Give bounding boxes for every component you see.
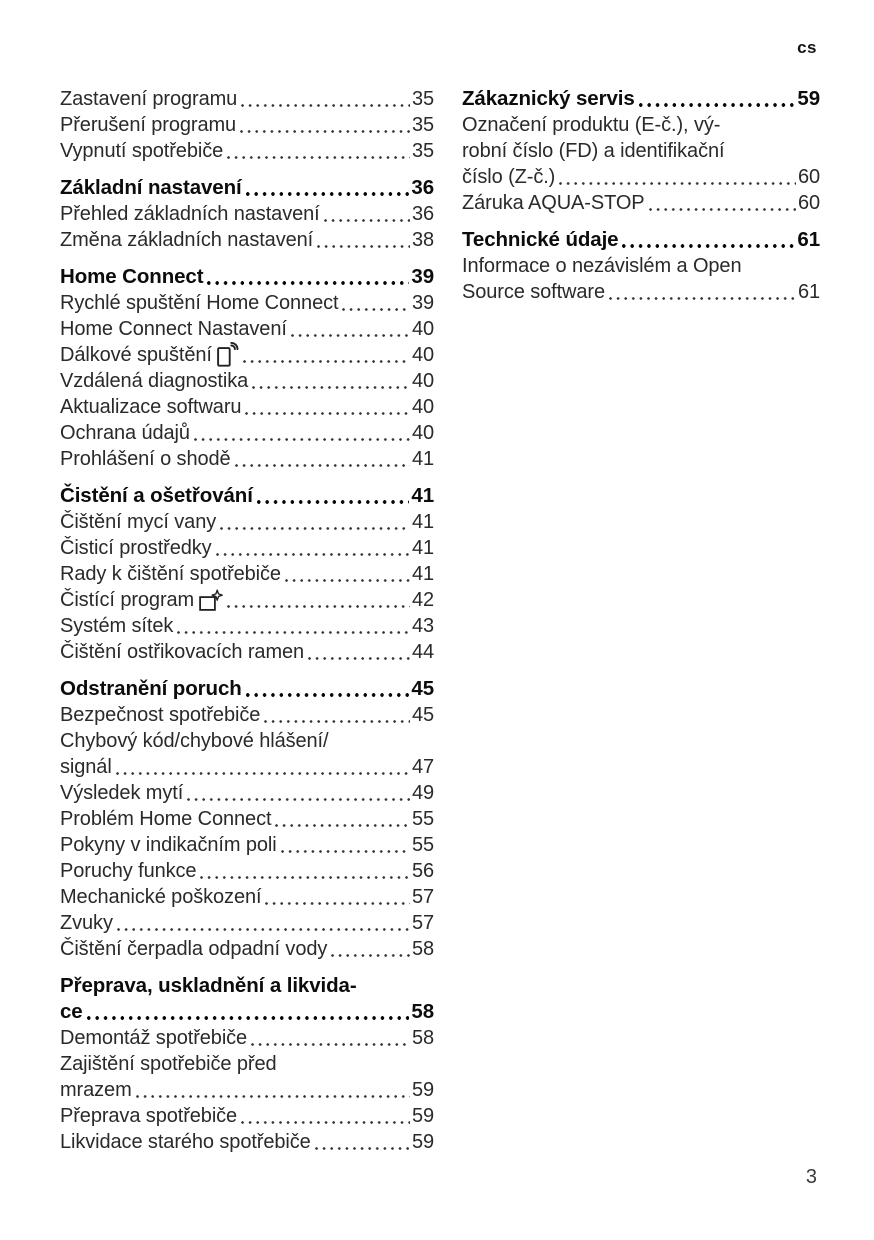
toc-page-ref: 41 [411,484,434,507]
dot-leader [187,798,410,801]
toc-entry [60,1103,434,1129]
toc-entry-line [60,780,434,806]
toc-page-ref: 60 [797,166,820,188]
toc-heading-line [60,676,434,702]
page-number: 3 [805,1166,817,1188]
toc-entry [60,858,434,884]
toc-page-ref: 35 [411,88,434,110]
toc-entry [60,780,434,806]
toc-page-ref: 40 [411,370,434,392]
toc-entry [60,535,434,561]
toc-section [60,676,434,962]
table-of-contents [60,86,820,1155]
toc-entry-line [60,535,434,561]
toc-entry-line [462,279,820,305]
dot-leader [207,281,409,285]
toc-page-ref: 40 [411,396,434,418]
toc-entry-label: číslo (Z-č.) [462,166,556,188]
toc-heading [60,175,434,201]
dot-leader [246,693,410,697]
toc-entry [60,368,434,394]
toc-entry-line [60,587,434,613]
toc-page-ref: 61 [797,281,820,303]
dot-leader [281,850,410,853]
toc-entry [60,316,434,342]
toc-entry-label: Source software [462,281,606,303]
toc-entry-label: Systém sítek [60,615,174,637]
toc-entry-label: robní číslo (FD) a identifikační [462,140,725,162]
dot-leader [252,386,410,389]
toc-entry [60,832,434,858]
toc-entry-label: Dálkové spuštění [60,344,212,366]
toc-entry-line [60,884,434,910]
toc-entry-line [60,910,434,936]
toc-entry-label: Pokyny v indikačním poli [60,834,277,856]
toc-entry-label: Problém Home Connect [60,808,272,830]
dot-leader [257,500,410,504]
toc-page-ref: 59 [411,1105,434,1127]
toc-page-ref: 38 [411,229,434,251]
dot-leader [317,245,410,248]
toc-entry-label: Vzdálená diagnostika [60,370,249,392]
toc-entry-label: Chybový kód/chybové hlášení/ [60,730,329,752]
toc-entry-label: Demontáž spotřebiče [60,1027,248,1049]
toc-heading-label: Home Connect [60,265,204,288]
dot-leader [194,438,410,441]
toc-entry-line [60,201,434,227]
dot-leader [177,631,410,634]
dot-leader [136,1095,410,1098]
toc-entry-line [60,446,434,472]
toc-entry-label: Čisticí prostředky [60,537,212,559]
toc-page-ref: 41 [411,448,434,470]
toc-entry-label: Likvidace starého spotřebiče [60,1131,311,1153]
dot-leader [87,1016,410,1020]
toc-entry-label: Přerušení programu [60,114,237,136]
toc-heading-label: Zákaznický servis [462,87,635,110]
toc-entry-label: Informace o nezávislém a Open [462,255,742,277]
toc-heading-label: Čistění a ošetřování [60,484,253,507]
toc-entry [60,1129,434,1155]
dot-leader [235,464,410,467]
toc-heading-line [60,175,434,201]
toc-column-left [60,86,434,1155]
toc-entry-line [60,227,434,253]
toc-entry-line [60,858,434,884]
toc-entry [60,561,434,587]
toc-entry [60,420,434,446]
toc-page-ref: 43 [411,615,434,637]
dot-leader [265,902,410,905]
toc-entry-line [60,702,434,728]
dot-leader [315,1147,410,1150]
toc-entry-line [60,342,434,368]
toc-entry-line [60,1103,434,1129]
toc-entry-line [60,1051,434,1077]
toc-page-ref: 59 [411,1079,434,1101]
toc-entry-line [462,112,820,138]
toc-entry-line [60,832,434,858]
toc-entry-line [60,1025,434,1051]
dot-leader [291,334,410,337]
toc-entry-label: Zvuky [60,912,113,934]
toc-entry-label: Čistící program [60,589,195,611]
toc-entry-line [60,86,434,112]
toc-section [60,264,434,472]
dot-leader [622,244,795,248]
dot-leader [559,182,796,185]
toc-entry-label: Výsledek mytí [60,782,184,804]
toc-entry-label: Aktualizace softwaru [60,396,242,418]
toc-page-ref: 58 [411,938,434,960]
toc-entry [462,112,820,190]
toc-page-ref: 59 [797,87,820,110]
toc-page-ref: 45 [411,704,434,726]
toc-entry [60,201,434,227]
toc-entry-label: signál [60,756,112,778]
toc-heading [462,86,820,112]
toc-entry [60,728,434,780]
dot-leader [331,954,410,957]
toc-heading [462,227,820,253]
toc-entry-line [60,509,434,535]
language-code: cs [797,38,817,57]
dot-leader [609,297,796,300]
toc-entry [60,1051,434,1103]
toc-entry-line [60,936,434,962]
toc-section [60,86,434,164]
toc-page-ref: 39 [411,265,434,288]
toc-entry [60,509,434,535]
toc-entry [60,702,434,728]
toc-entry-label: Vypnutí spotřebiče [60,140,224,162]
dot-leader [227,605,410,608]
toc-page-ref: 59 [411,1131,434,1153]
toc-page-ref: 35 [411,114,434,136]
dot-leader [639,103,796,107]
toc-page-ref: 44 [411,641,434,663]
toc-entry [60,936,434,962]
toc-entry-line [60,394,434,420]
toc-page-ref: 47 [411,756,434,778]
toc-page-ref: 40 [411,422,434,444]
toc-entry-label: Zastavení programu [60,88,238,110]
machine-care-icon [199,589,223,613]
toc-page-ref: 58 [411,1000,434,1023]
toc-heading-label: Odstranění poruch [60,677,242,700]
toc-heading [60,676,434,702]
toc-entry-line [60,1077,434,1103]
toc-entry [462,190,820,216]
dot-leader [245,412,410,415]
toc-entry-line [462,164,820,190]
toc-page-ref: 39 [411,292,434,314]
toc-page-ref: 41 [411,563,434,585]
dot-leader [649,208,796,211]
dot-leader [251,1043,410,1046]
dot-leader [264,720,410,723]
remote-start-icon [217,342,239,368]
toc-entry-line [60,613,434,639]
toc-entry [60,446,434,472]
toc-heading [60,973,434,1025]
toc-heading [60,264,434,290]
toc-page-ref: 40 [411,318,434,340]
toc-entry-line [60,639,434,665]
toc-entry-label: Přehled základních nastavení [60,203,320,225]
toc-page-ref: 61 [797,228,820,251]
toc-entry-label: Zajištění spotřebiče před [60,1053,277,1075]
dot-leader [116,772,410,775]
toc-entry-line [462,190,820,216]
toc-heading-line [60,483,434,509]
dot-leader [243,360,410,363]
dot-leader [200,876,410,879]
toc-entry [60,806,434,832]
toc-page-ref: 56 [411,860,434,882]
toc-heading-label: Přeprava, uskladnění a likvida- [60,974,357,997]
toc-entry-label: Změna základních nastavení [60,229,314,251]
toc-heading-label: Základní nastavení [60,176,242,199]
toc-entry-line [60,561,434,587]
dot-leader [342,308,410,311]
toc-entry-line [60,806,434,832]
toc-heading-line [60,973,434,999]
toc-page-ref: 58 [411,1027,434,1049]
toc-page-ref: 49 [411,782,434,804]
toc-entry-label: Bezpečnost spotřebiče [60,704,261,726]
toc-heading-line [60,264,434,290]
toc-section [462,227,820,305]
toc-heading-line [462,227,820,253]
toc-entry-label: Prohlášení o shodě [60,448,231,470]
toc-entry-label: Home Connect Nastavení [60,318,287,340]
toc-entry [60,394,434,420]
toc-entry [60,342,434,368]
toc-entry-line [60,138,434,164]
toc-entry-label: Označení produktu (E-č.), vý- [462,114,721,136]
toc-entry [60,1025,434,1051]
toc-page-ref: 60 [797,192,820,214]
toc-entry-label: Čištění mycí vany [60,511,217,533]
toc-entry-line [60,112,434,138]
toc-entry [60,138,434,164]
toc-heading-line [60,999,434,1025]
dot-leader [246,192,410,196]
toc-page-ref: 55 [411,808,434,830]
toc-heading-label: Technické údaje [462,228,619,251]
toc-entry [60,639,434,665]
toc-page-ref: 41 [411,511,434,533]
toc-page-ref: 57 [411,912,434,934]
dot-leader [324,219,410,222]
toc-column-right [462,86,820,1155]
dot-leader [241,1121,410,1124]
toc-entry-line [60,728,434,754]
toc-entry [60,587,434,613]
toc-page-ref: 55 [411,834,434,856]
toc-page-ref: 45 [411,677,434,700]
toc-entry-label: Přeprava spotřebiče [60,1105,238,1127]
toc-section [60,175,434,253]
toc-entry-label: Čištění čerpadla odpadní vody [60,938,328,960]
toc-entry-line [60,290,434,316]
dot-leader [275,824,410,827]
toc-entry-label: Ochrana údajů [60,422,190,444]
toc-entry-label: mrazem [60,1079,132,1101]
toc-entry-line [60,420,434,446]
toc-page-ref: 41 [411,537,434,559]
toc-entry [60,613,434,639]
toc-page-ref: 40 [411,344,434,366]
toc-heading-line [462,86,820,112]
toc-entry-line [462,253,820,279]
toc-entry [60,910,434,936]
toc-section [462,86,820,216]
toc-entry [60,884,434,910]
toc-entry-label: Poruchy funkce [60,860,197,882]
toc-entry [60,112,434,138]
toc-page-ref: 36 [411,203,434,225]
toc-page-ref: 36 [411,176,434,199]
dot-leader [227,156,410,159]
toc-section [60,483,434,665]
toc-entry-label: Rychlé spuštění Home Connect [60,292,339,314]
toc-heading-label: ce [60,1000,83,1023]
dot-leader [117,928,410,931]
toc-page-ref: 35 [411,140,434,162]
toc-entry [60,227,434,253]
dot-leader [308,657,410,660]
toc-entry-line [60,368,434,394]
dot-leader [216,553,410,556]
toc-entry [60,290,434,316]
toc-entry-line [60,1129,434,1155]
toc-entry-line [462,138,820,164]
toc-entry [60,86,434,112]
toc-entry-label: Čištění ostřikovacích ramen [60,641,305,663]
toc-entry-label: Mechanické poškození [60,886,262,908]
dot-leader [220,527,410,530]
toc-page-ref: 57 [411,886,434,908]
dot-leader [285,579,410,582]
toc-entry [462,253,820,305]
toc-entry-label: Rady k čištění spotřebiče [60,563,281,585]
toc-entry-label: Záruka AQUA-STOP [462,192,645,214]
toc-page-ref: 42 [411,589,434,611]
dot-leader [241,104,410,107]
toc-section [60,973,434,1155]
toc-entry-line [60,754,434,780]
toc-heading [60,483,434,509]
dot-leader [240,130,410,133]
toc-entry-line [60,316,434,342]
